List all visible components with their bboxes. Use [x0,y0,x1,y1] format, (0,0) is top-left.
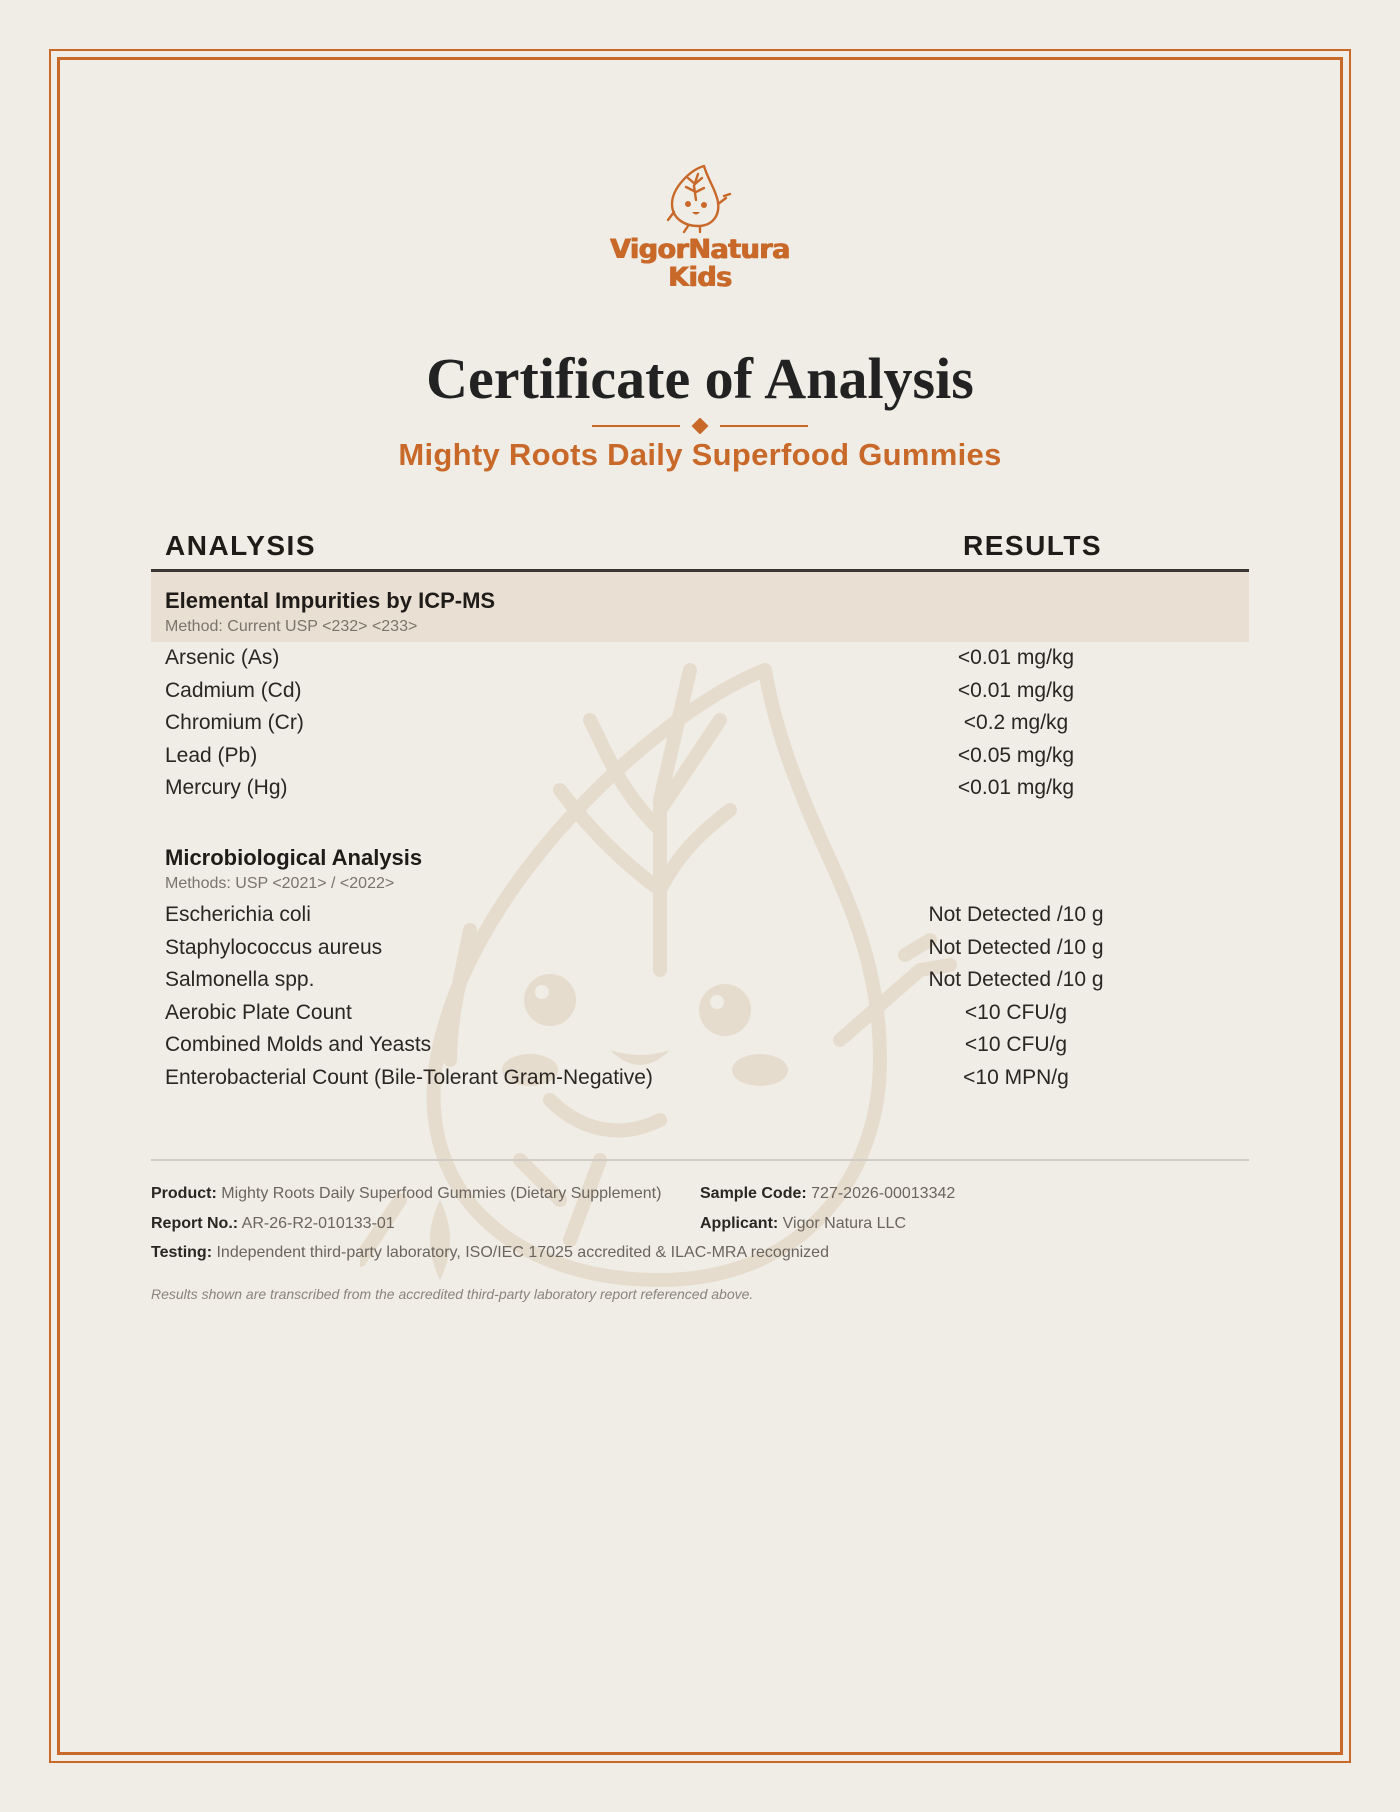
brand-name-line1: VigorNatura [610,234,790,265]
analyte-name: Chromium (Cr) [165,711,304,735]
applicant-label: Applicant: [700,1214,779,1232]
analyte-result: Not Detected /10 g [928,902,1104,926]
section-title: Elemental Impurities by ICP-MS [165,588,496,613]
table-row [151,642,1249,675]
testing-detail [151,1244,829,1262]
analyte-result: <0.01 mg/kg [957,678,1075,702]
analyte-result: <0.05 mg/kg [957,743,1075,767]
table-row [151,997,1249,1030]
product-label: Product: [151,1185,217,1202]
analyte-name: Lead (Pb) [165,743,258,767]
section-microbiological-analysis [151,829,1249,899]
product-subtitle: Mighty Roots Daily Superfood Gummies [398,437,1002,472]
analyte-result: <10 CFU/g [964,1033,1068,1057]
table-row [151,899,1249,932]
section-method: Method: Current USP <232> <233> [165,618,418,635]
analyte-name: Enterobacterial Count (Bile-Tolerant Gram-Negative) [165,1065,653,1089]
title-divider [590,418,810,434]
analyte-result: <10 CFU/g [964,1000,1068,1024]
testing-value: Independent third-party laboratory, ISO/IEC 17025 accredited & ILAC-MRA recognized [216,1244,829,1262]
report-number-label: Report No.: [151,1214,239,1232]
column-header-analysis: ANALYSIS [165,530,317,561]
table-row [151,707,1249,740]
table-row [151,1029,1249,1062]
transcription-note: Results shown are transcribed from the accredited third-party laboratory report referenced above. [151,1285,754,1302]
analyte-name: Mercury (Hg) [165,776,288,800]
analyte-result: <10 MPN/g [963,1065,1069,1089]
applicant-detail [700,1215,906,1233]
table-row [151,1062,1249,1095]
sample-code-label: Sample Code: [700,1185,807,1202]
section-method: Methods: USP <2021> / <2022> [165,874,395,892]
analyte-name: Combined Molds and Yeasts [165,1033,432,1057]
table-row [151,964,1249,997]
table-header [151,520,1249,572]
report-details [151,1159,1249,1302]
product-value: Mighty Roots Daily Superfood Gummies (Dietary Supplement) [221,1185,662,1202]
leaf-mascot-icon [660,160,740,236]
analyte-result: <0.01 mg/kg [957,776,1075,800]
brand-name-line2: Kids [668,262,732,293]
brand-logo [600,160,800,310]
analyte-name: Arsenic (As) [165,646,280,669]
sample-code-detail [700,1185,955,1203]
details-row [151,1215,1249,1245]
section-elemental-impurities [151,572,1249,642]
analyte-name: Salmonella spp. [165,968,315,992]
analyte-name: Escherichia coli [165,902,311,926]
details-row [151,1185,1249,1215]
product-detail [151,1185,661,1203]
analyte-result: <0.01 mg/kg [957,646,1075,669]
applicant-value: Vigor Natura LLC [782,1214,906,1232]
report-number-detail [151,1215,395,1233]
page-title: Certificate of Analysis [426,346,974,411]
analyte-name: Cadmium (Cd) [165,678,302,702]
section-title: Microbiological Analysis [165,844,423,870]
testing-label: Testing: [151,1244,213,1262]
analyte-result: Not Detected /10 g [928,968,1104,992]
analysis-table [151,520,1249,1095]
table-row [151,740,1249,773]
analyte-name: Aerobic Plate Count [165,1000,352,1024]
report-number-value: AR-26-R2-010133-01 [241,1214,395,1232]
sample-code-value: 727-2026-00013342 [811,1185,956,1202]
table-row [151,675,1249,708]
analyte-result: Not Detected /10 g [928,935,1104,959]
column-header-results: RESULTS [963,530,1103,561]
analyte-result: <0.2 mg/kg [963,711,1069,735]
table-row [151,932,1249,965]
analyte-name: Staphylococcus aureus [165,935,383,959]
details-row [151,1244,1249,1274]
table-row [151,772,1249,805]
